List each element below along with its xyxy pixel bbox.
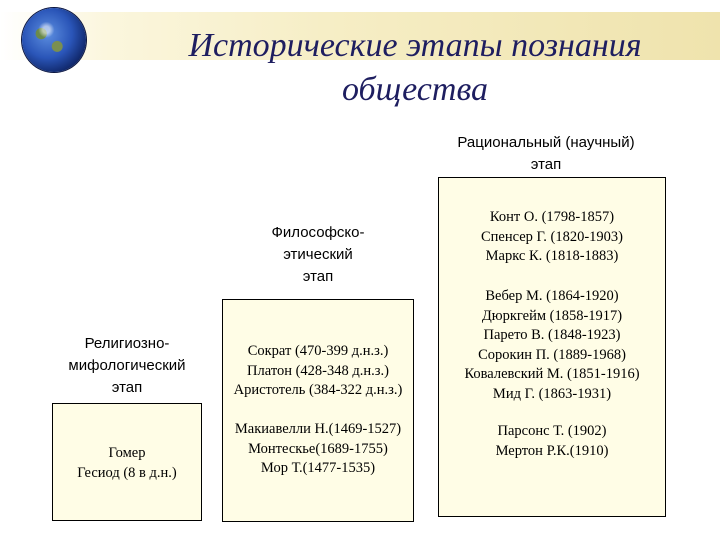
philosophical-group-1 [214,342,422,401]
philosophical-stage-box [222,299,414,522]
list-item: Парето В. (1848-1923) [483,327,621,343]
philosophical-group-2 [214,420,422,479]
list-item: Мертон Р.К.(1910) [495,442,609,459]
list-item: Гомер [108,445,146,461]
globe-icon [22,8,86,72]
slide-title-line-1: Исторические этапы познания [188,27,642,64]
rational-group-3 [430,422,674,461]
list-item: Мид Г. (1863-1931) [492,385,612,402]
list-item: Гесиод (8 в д.н.) [77,464,177,481]
list-item: Платон (428-348 д.н.з.) [247,362,389,379]
list-item: Аристотель (384-322 д.н.з.) [233,382,403,398]
list-item: Маркс К. (1818-1883) [485,248,619,264]
list-item: Спенсер Г. (1820-1903) [480,228,624,245]
philosophical-stage-label [222,222,414,288]
religious-stage-label [52,333,202,399]
list-item: Парсонс Т. (1902) [497,423,607,439]
rational-stage-label-line-1: Рациональный (научный) [457,134,635,151]
rational-group-2 [430,287,674,404]
list-item: Вебер М. (1864-1920) [485,288,619,304]
list-item: Ковалевский М. (1851-1916) [464,366,640,382]
rational-stage-label [432,132,660,176]
religious-stage-label-line-3: этап [111,379,143,396]
philosophical-stage-label-line-2: этический [283,246,353,263]
religious-stage-label-line-2: мифологический [68,357,186,374]
list-item: Монтескье(1689-1755) [248,440,388,457]
list-item: Конт О. (1798-1857) [489,209,615,225]
list-item: Дюркгейм (1858-1917) [481,307,623,324]
slide-title-line-2: общества [342,71,488,108]
rational-group-1 [430,208,674,267]
religious-stage-label-line-1: Религиозно- [84,335,170,352]
list-item: Макиавелли Н.(1469-1527) [234,421,402,437]
philosophical-stage-label-line-3: этап [302,268,334,285]
rational-stage-label-line-2: этап [530,156,562,173]
list-item: Сорокин П. (1889-1968) [478,346,626,363]
list-item: Сократ (470-399 д.н.з.) [247,343,389,359]
philosophical-stage-label-line-1: Философско- [271,224,365,241]
list-item: Мор Т.(1477-1535) [260,460,376,476]
religious-group-1 [52,444,202,483]
